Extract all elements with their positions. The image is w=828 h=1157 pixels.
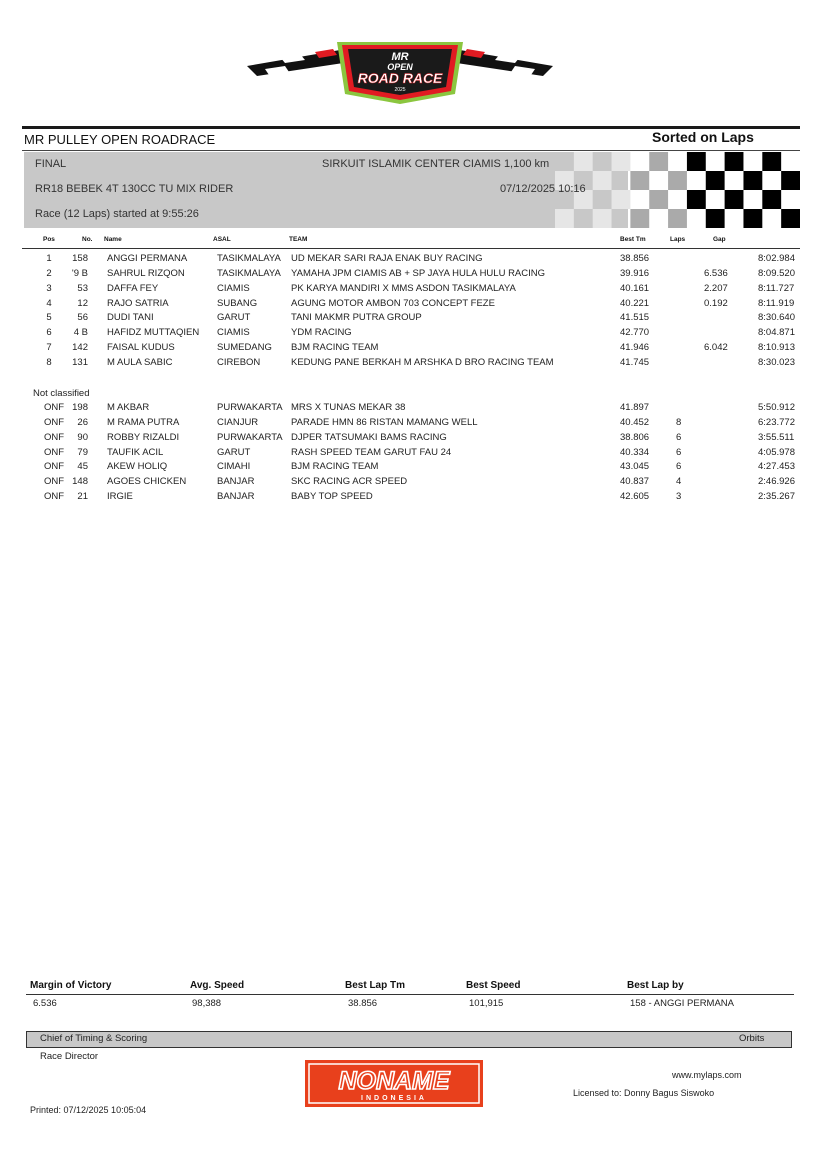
- cell-gap: 0.192: [704, 297, 728, 309]
- cell-best: 43.045: [620, 461, 650, 473]
- report-datetime: 07/12/2025 10:16: [500, 183, 586, 195]
- cell-time: 3:55.511: [758, 431, 795, 443]
- cell-name: TAUFIK ACIL: [107, 446, 164, 458]
- cell-no: 56: [77, 312, 88, 324]
- cell-no: 148: [72, 476, 88, 488]
- cell-laps: 3: [676, 491, 682, 503]
- cell-name: M AULA SABIC: [107, 356, 173, 368]
- cell-name: DUDI TANI: [107, 312, 154, 324]
- cell-time: 2:35.267: [758, 491, 795, 503]
- cell-time: 5:50.912: [758, 402, 795, 413]
- table-row: [0, 402, 828, 417]
- sort-label: Sorted on Laps: [652, 129, 754, 145]
- cell-laps: 6: [676, 431, 682, 443]
- cell-time: 8:11.919: [758, 297, 795, 309]
- cell-team: BJM RACING TEAM: [291, 342, 379, 354]
- cell-no: 26: [77, 416, 88, 428]
- table-row: [0, 476, 828, 491]
- column-header-rule: [22, 248, 800, 249]
- class-name: RR18 BEBEK 4T 130CC TU MIX RIDER: [35, 183, 234, 195]
- cell-asal: CIMAHI: [217, 461, 251, 473]
- table-row: [0, 432, 828, 447]
- cell-no: 12: [77, 297, 88, 309]
- cell-no: '9 B: [71, 267, 88, 279]
- mylaps-website: www.mylaps.com: [672, 1070, 742, 1080]
- cell-name: AKEW HOLIQ: [107, 461, 168, 473]
- cell-asal: BANJAR: [217, 491, 255, 503]
- cell-laps: 6: [676, 461, 682, 473]
- cell-asal: CIAMIS: [217, 327, 250, 339]
- cell-team: PK KARYA MANDIRI X MMS ASDON TASIKMALAYA: [291, 282, 516, 294]
- cell-no: 21: [77, 491, 88, 503]
- chief-label: Chief of Timing & Scoring: [40, 1033, 148, 1044]
- cell-asal: SUBANG: [217, 297, 258, 309]
- licensed-to: Licensed to: Donny Bagus Siswoko: [573, 1088, 715, 1098]
- table-row: [0, 312, 828, 327]
- cell-best: 41.946: [620, 342, 650, 354]
- checkered-wing-right: [450, 49, 553, 76]
- cell-best: 42.770: [620, 327, 650, 339]
- cell-time: 8:09.520: [758, 267, 795, 279]
- cell-team: RASH SPEED TEAM GARUT FAU 24: [291, 446, 452, 458]
- col-gap: Gap: [713, 236, 726, 243]
- col-best-tm: Best Tm: [620, 236, 646, 243]
- cell-asal: PURWAKARTA: [217, 402, 283, 413]
- col-team: TEAM: [289, 236, 308, 243]
- logo-road-race: ROAD RACE: [357, 70, 443, 86]
- table-row: [0, 298, 828, 313]
- printed-datetime: Printed: 07/12/2025 10:05:04: [30, 1105, 147, 1115]
- cell-best: 40.837: [620, 476, 650, 488]
- cell-name: HAFIDZ MUTTAQIEN: [107, 327, 200, 339]
- cell-best: 40.161: [620, 282, 650, 294]
- cell-asal: TASIKMALAYA: [217, 253, 281, 264]
- cell-laps: 8: [676, 416, 682, 428]
- cell-gap: 6.042: [704, 342, 728, 354]
- cell-name: IRGIE: [107, 491, 133, 503]
- sponsor-logo: [305, 1060, 483, 1107]
- race-director-label: Race Director: [40, 1051, 99, 1062]
- col-asal: ASAL: [213, 236, 231, 243]
- cell-pos: 4: [46, 297, 52, 309]
- not-classified-label: Not classified: [33, 388, 90, 399]
- cell-pos: 5: [46, 312, 52, 324]
- cell-name: SAHRUL RIZQON: [107, 267, 185, 279]
- cell-name: AGOES CHICKEN: [107, 476, 187, 488]
- cell-asal: PURWAKARTA: [217, 431, 283, 443]
- cell-time: 4:05.978: [758, 446, 795, 458]
- cell-time: 4:27.453: [758, 461, 795, 473]
- cell-pos: ONF: [44, 446, 65, 458]
- cell-pos: 1: [46, 253, 52, 264]
- cell-pos: ONF: [44, 402, 65, 413]
- col-laps: Laps: [670, 236, 686, 243]
- cell-no: 4 B: [73, 327, 88, 339]
- table-row: [0, 357, 828, 372]
- avg-speed-value: 98,388: [192, 998, 222, 1009]
- cell-no: 45: [77, 461, 88, 473]
- checkered-flag-graphic: [555, 152, 800, 228]
- cell-best: 41.897: [620, 402, 650, 413]
- logo-year: 2025: [394, 87, 406, 93]
- cell-best: 41.515: [620, 312, 650, 324]
- cell-best: 40.334: [620, 446, 650, 458]
- cell-team: PARADE HMN 86 RISTAN MAMANG WELL: [291, 416, 478, 428]
- cell-gap: 6.536: [704, 267, 728, 279]
- col-no: No.: [82, 236, 93, 243]
- cell-name: FAISAL KUDUS: [107, 342, 175, 354]
- cell-time: 8:30.023: [758, 356, 795, 368]
- table-row: [0, 327, 828, 342]
- cell-team: UD MEKAR SARI RAJA ENAK BUY RACING: [291, 253, 483, 264]
- cell-no: 198: [72, 402, 88, 413]
- avg-speed-label: Avg. Speed: [190, 980, 245, 991]
- cell-name: ANGGI PERMANA: [107, 253, 188, 264]
- best-lap-by-label: Best Lap by: [627, 980, 684, 991]
- cell-asal: GARUT: [217, 312, 251, 324]
- col-pos: Pos: [43, 236, 55, 243]
- cell-best: 40.452: [620, 416, 650, 428]
- cell-pos: 2: [46, 267, 52, 279]
- table-row: [0, 417, 828, 432]
- cell-pos: ONF: [44, 476, 65, 488]
- best-speed-label: Best Speed: [466, 980, 521, 991]
- cell-laps: 6: [676, 446, 682, 458]
- cell-pos: ONF: [44, 461, 65, 473]
- cell-asal: BANJAR: [217, 476, 255, 488]
- cell-asal: CIREBON: [217, 356, 261, 368]
- sponsor-name: NONAME: [338, 1067, 450, 1095]
- circuit-name: SIRKUIT ISLAMIK CENTER CIAMIS 1,100 km: [322, 158, 550, 170]
- col-name: Name: [104, 236, 122, 243]
- cell-team: YAMAHA JPM CIAMIS AB + SP JAYA HULA HULU RACING: [291, 267, 546, 279]
- cell-asal: GARUT: [217, 446, 251, 458]
- table-row: [0, 283, 828, 298]
- event-title: MR PULLEY OPEN ROADRACE: [24, 132, 216, 147]
- logo-open: OPEN: [387, 62, 413, 72]
- margin-value: 6.536: [33, 998, 57, 1009]
- cell-no: 131: [72, 356, 88, 368]
- cell-pos: 6: [46, 327, 52, 339]
- orbits-label: Orbits: [739, 1033, 765, 1044]
- cell-name: RAJO SATRIA: [107, 297, 169, 309]
- event-logo: [245, 36, 555, 106]
- cell-pos: ONF: [44, 491, 65, 503]
- cell-asal: SUMEDANG: [217, 342, 272, 354]
- cell-name: M RAMA PUTRA: [107, 416, 180, 428]
- cell-team: YDM RACING: [291, 327, 352, 339]
- best-lap-label: Best Lap Tm: [345, 980, 406, 991]
- cell-name: M AKBAR: [107, 402, 150, 413]
- cell-pos: ONF: [44, 431, 65, 443]
- margin-label: Margin of Victory: [30, 980, 112, 991]
- cell-team: KEDUNG PANE BERKAH M ARSHKA D BRO RACING TEAM: [291, 356, 554, 368]
- table-row: [0, 461, 828, 476]
- cell-pos: 7: [46, 342, 52, 354]
- session-name: FINAL: [35, 158, 67, 170]
- cell-pos: 3: [46, 282, 52, 294]
- cell-time: 6:23.772: [758, 416, 795, 428]
- cell-asal: CIAMIS: [217, 282, 250, 294]
- table-row: [0, 253, 828, 268]
- summary-rule: [26, 994, 794, 995]
- cell-best: 39.916: [620, 267, 650, 279]
- table-row: [0, 491, 828, 506]
- cell-best: 42.605: [620, 491, 650, 503]
- cell-best: 38.856: [620, 253, 650, 264]
- cell-time: 8:30.640: [758, 312, 795, 324]
- race-info: Race (12 Laps) started at 9:55:26: [35, 208, 199, 220]
- cell-name: ROBBY RIZALDI: [107, 431, 180, 443]
- cell-asal: TASIKMALAYA: [217, 267, 281, 279]
- cell-best: 41.745: [620, 356, 650, 368]
- best-lap-by-value: 158 - ANGGI PERMANA: [630, 998, 735, 1009]
- cell-name: DAFFA FEY: [107, 282, 159, 294]
- cell-pos: 8: [46, 356, 52, 368]
- best-speed-value: 101,915: [469, 998, 504, 1009]
- cell-team: BABY TOP SPEED: [291, 491, 373, 503]
- table-row: [0, 342, 828, 357]
- cell-time: 8:02.984: [758, 253, 795, 264]
- cell-no: 158: [72, 253, 88, 264]
- best-lap-value: 38.856: [348, 998, 378, 1009]
- cell-team: SKC RACING ACR SPEED: [291, 476, 408, 488]
- cell-time: 8:10.913: [758, 342, 795, 354]
- sponsor-sub: INDONESIA: [361, 1095, 427, 1102]
- cell-best: 38.806: [620, 431, 650, 443]
- cell-laps: 4: [676, 476, 682, 488]
- cell-team: MRS X TUNAS MEKAR 38: [291, 402, 406, 413]
- table-row: [0, 268, 828, 283]
- cell-no: 53: [77, 282, 88, 294]
- cell-no: 79: [77, 446, 88, 458]
- cell-best: 40.221: [620, 297, 650, 309]
- checkered-wing-left: [247, 49, 350, 76]
- cell-asal: CIANJUR: [217, 416, 259, 428]
- table-row: [0, 447, 828, 462]
- cell-time: 8:11.727: [758, 282, 795, 294]
- title-underline: [22, 150, 800, 151]
- cell-gap: 2.207: [704, 282, 728, 294]
- cell-no: 90: [77, 431, 88, 443]
- logo-mr: MR: [391, 51, 409, 63]
- cell-team: TANI MAKMR PUTRA GROUP: [291, 312, 422, 324]
- cell-pos: ONF: [44, 416, 65, 428]
- cell-team: BJM RACING TEAM: [291, 461, 379, 473]
- cell-team: DJPER TATSUMAKI BAMS RACING: [291, 431, 447, 443]
- cell-team: AGUNG MOTOR AMBON 703 CONCEPT FEZE: [291, 297, 495, 309]
- cell-no: 142: [72, 342, 88, 354]
- cell-time: 8:04.871: [758, 327, 795, 339]
- cell-time: 2:46.926: [758, 476, 795, 488]
